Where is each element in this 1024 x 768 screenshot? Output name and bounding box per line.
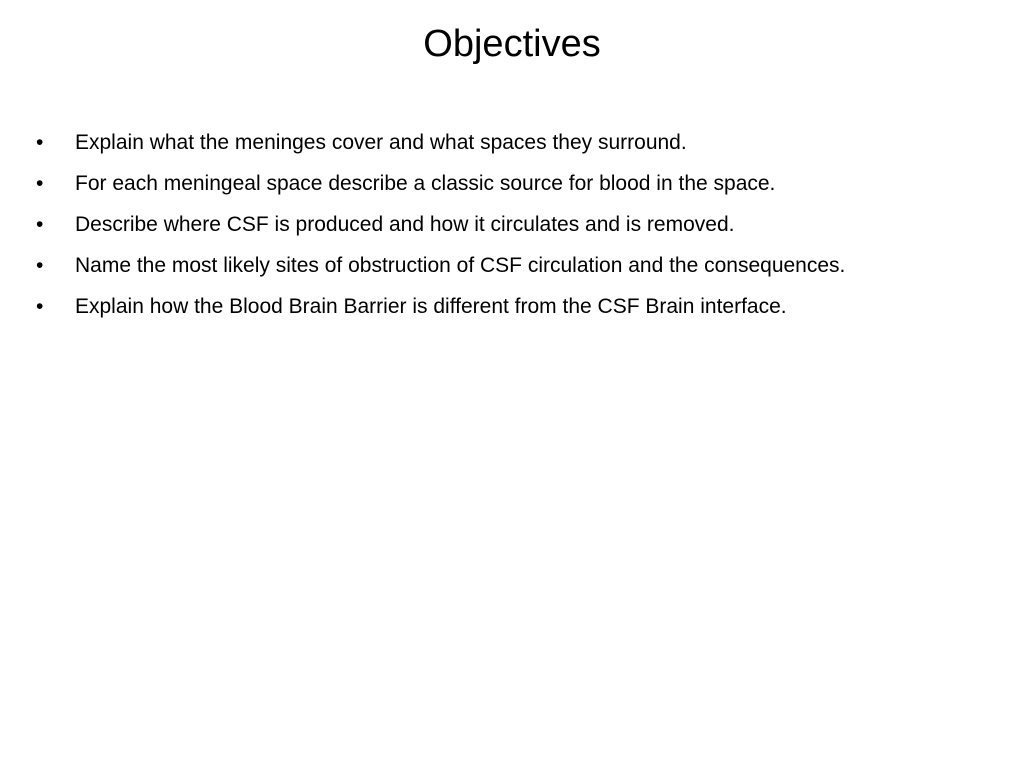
bullet-icon: • <box>36 213 44 236</box>
bullet-icon: • <box>36 131 44 154</box>
list-item <box>36 208 986 241</box>
objectives-list <box>36 126 986 331</box>
bullet-icon: • <box>36 295 44 318</box>
list-item <box>36 167 986 200</box>
slide-title: Objectives <box>423 23 601 65</box>
bullet-icon: • <box>36 172 44 195</box>
list-item <box>36 126 986 159</box>
objective-text: Name the most likely sites of obstruction of CSF circulation and the consequences. <box>75 254 846 277</box>
objective-text: Explain what the meninges cover and what spaces they surround. <box>75 131 687 154</box>
objective-text: Explain how the Blood Brain Barrier is different from the CSF Brain interface. <box>75 295 787 318</box>
objective-text: For each meningeal space describe a classic source for blood in the space. <box>75 172 776 195</box>
list-item <box>36 249 986 282</box>
list-item <box>36 290 986 323</box>
bullet-icon: • <box>36 254 44 277</box>
objective-text: Describe where CSF is produced and how it circulates and is removed. <box>75 213 735 236</box>
